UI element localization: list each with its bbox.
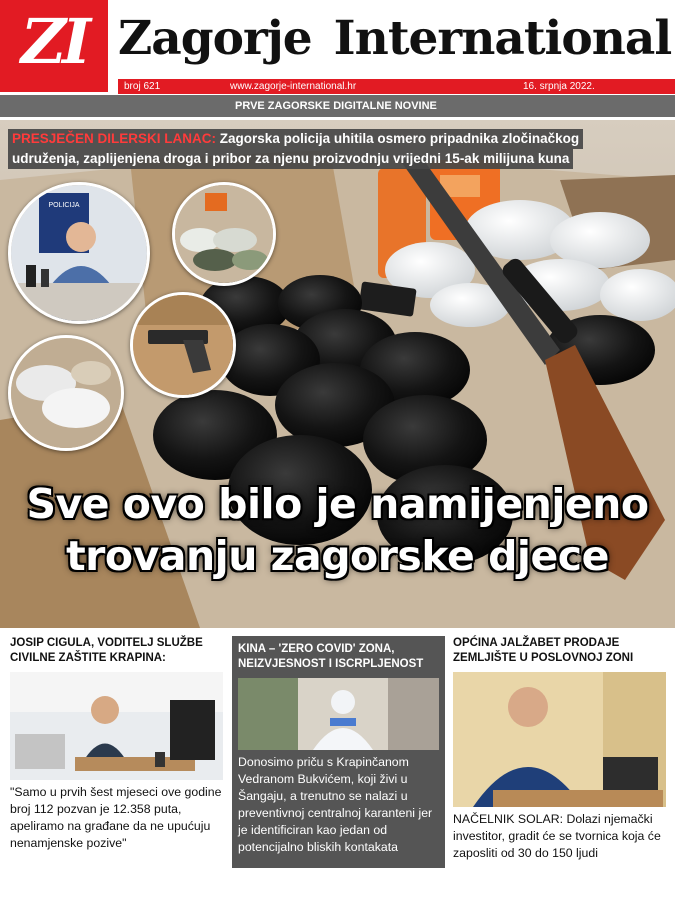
main-headline-line1: Sve ovo bilo je namijenjeno [26,480,649,528]
tagline: PRVE ZAGORSKE DIGITALNE NOVINE [235,100,437,112]
article-civil-protection[interactable] [10,636,225,852]
lead-text-1: Zagorska policija uhitila osmero pripadnika zločinačkog [219,131,580,146]
article-headline: KINA – 'ZERO COVID' ZONA, NEIZVJESNOST I ISCRPLJENOST [238,643,424,670]
info-bar [118,79,675,94]
masthead-title-word2: International [333,11,672,66]
lead-text-2: udruženja, zaplijenjena droga i pribor za njenu proizvodnju vrijedni 15-ak milijuna kuna [12,151,570,166]
main-headline[interactable] [0,478,675,582]
logo-text: ZI [20,5,88,78]
tagline-bar [0,95,675,117]
masthead-title [118,0,675,78]
main-headline-line2: trovanju zagorske djece [66,532,609,580]
article-china-covid[interactable] [232,636,445,868]
issue-number: broj 621 [124,81,161,92]
inset-press-conference [8,182,150,324]
article-headline: JOSIP CIGULA, VODITELJ SLUŽBE CIVILNE ZAŠTITE KRAPINA: [10,637,203,664]
lead-line-2 [8,149,573,169]
issue-date: 16. srpnja 2022. [523,81,595,92]
inset-drugs [172,182,276,286]
article-photo [10,672,223,780]
logo[interactable] [0,0,108,92]
article-photo [238,678,439,750]
site-url[interactable]: www.zagorje-international.hr [230,81,357,92]
inset-bags [8,335,124,451]
article-headline: OPĆINA JALŽABET PRODAJE ZEMLJIŠTE U POSLOVNOJ ZONI [453,637,634,664]
article-jalzabet-zone[interactable] [453,636,668,862]
article-summary: Donosimo priču s Krapinčanom Vedranom Bukvićem, koji živi u Šangaju, a trenutno se nalazi u preventivnoj centralnoj karanteni jer je identificiran kao jedan od potencijalno bliskih kontakata [238,755,433,854]
article-summary: "Samo u prvih šest mjeseci ove godine broj 112 pozvan je 12.358 puta, apeliramo na građane da ne upućuju nenamjenske pozive" [10,785,222,850]
article-summary: NAČELNIK SOLAR: Dolazi njemački investitor, gradit će se tvornica koja će zaposliti od 30 do 150 ljudi [453,812,661,860]
police-sign: POLICIJA [48,202,80,209]
lead-story[interactable] [8,129,664,169]
lead-kicker: PRESJEČEN DILERSKI LANAC: [12,131,217,146]
masthead-title-word1: Zagorje [118,11,312,66]
inset-pistol [130,292,236,398]
lead-line-1 [8,129,583,149]
article-photo [453,672,666,807]
